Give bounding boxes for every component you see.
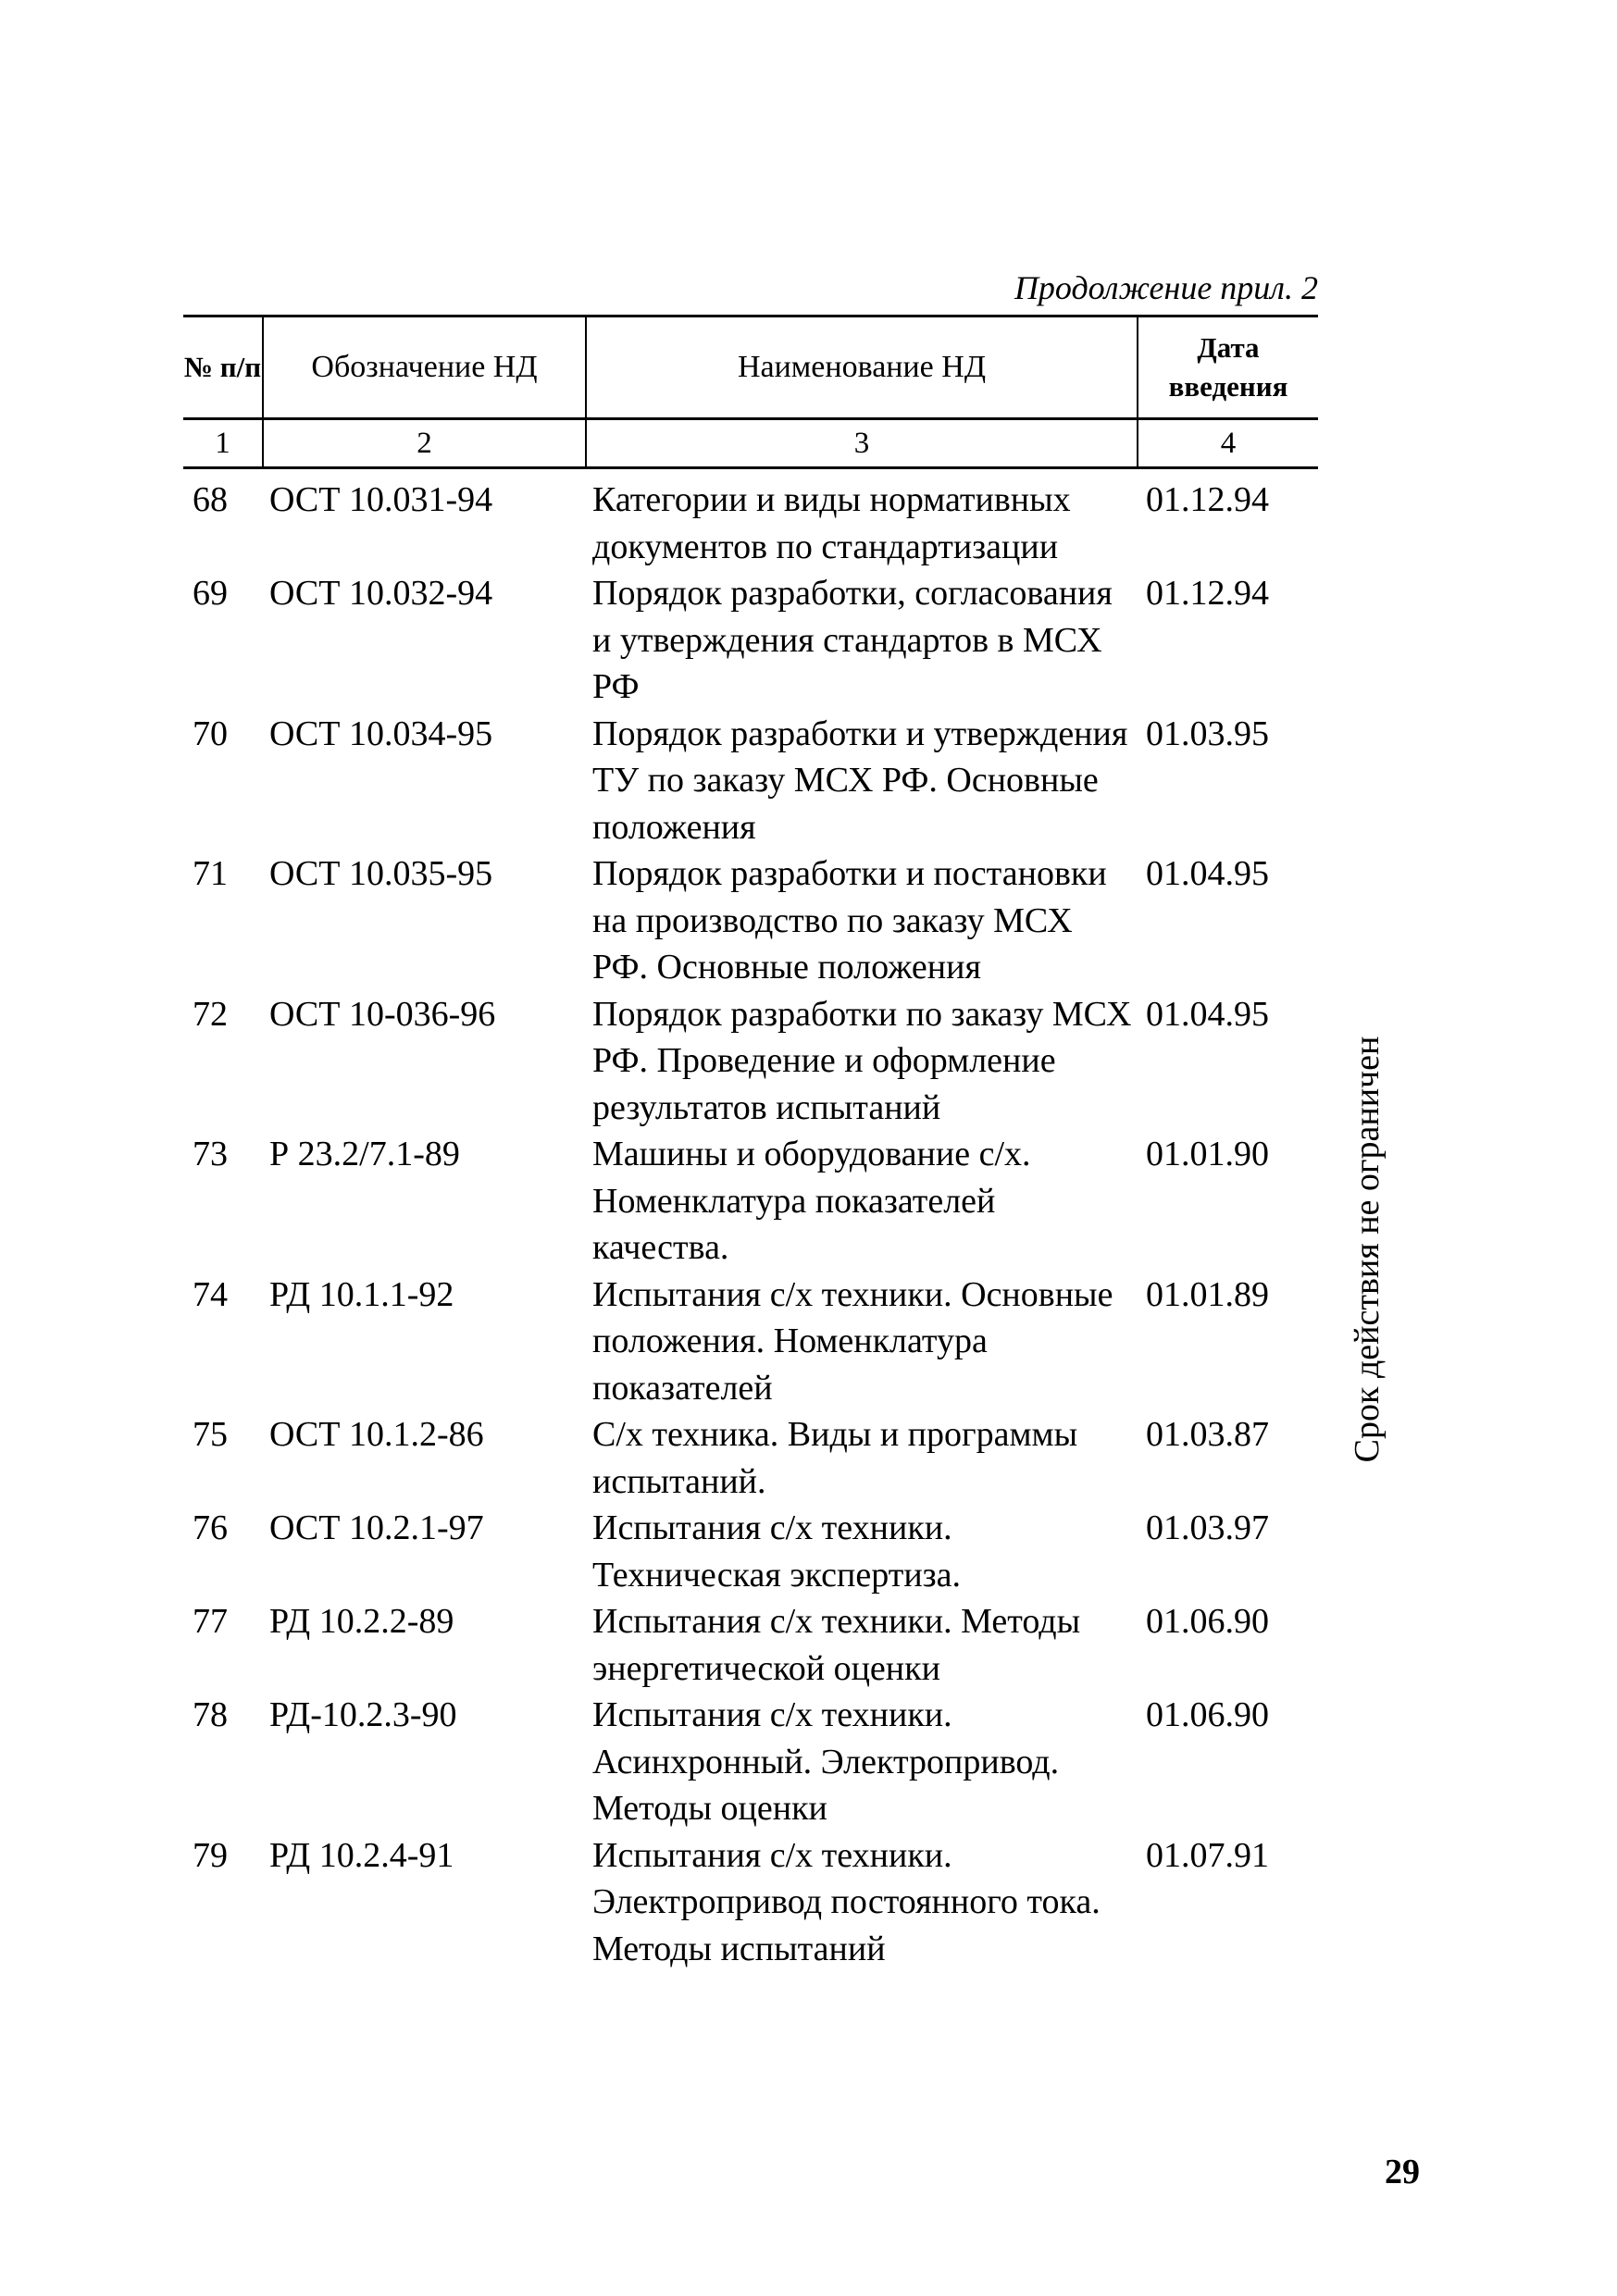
row-number: 75: [193, 1415, 228, 1454]
row-name: Порядок разработки, согласования и утверждения стандартов в МСХ РФ: [592, 574, 1113, 706]
row-name: Порядок разработки и утверждения ТУ по заказу МСХ РФ. Основные положения: [592, 714, 1128, 847]
table-row: [183, 1272, 1318, 1412]
column-number: 3: [585, 420, 1137, 466]
row-number: 72: [193, 994, 228, 1034]
column-numbers: [183, 420, 1318, 469]
header-date: Дата введения: [1137, 317, 1318, 417]
row-number: 68: [193, 480, 228, 519]
table-header: [183, 315, 1318, 420]
row-name: Испытания с/х техники. Методы энергетической оценки: [592, 1602, 1081, 1688]
row-number: 74: [193, 1274, 228, 1314]
row-date: 01.07.91: [1146, 1835, 1269, 1875]
row-designation: РД 10.2.2-89: [269, 1602, 454, 1641]
table-row: [183, 1411, 1318, 1505]
row-date: 01.04.95: [1146, 994, 1269, 1034]
row-date: 01.06.90: [1146, 1602, 1269, 1641]
column-number: 1: [215, 426, 230, 460]
row-date: 01.01.90: [1146, 1135, 1269, 1173]
row-number: 69: [193, 574, 228, 613]
table-row: [183, 1505, 1318, 1598]
row-name: Испытания с/х техники. Асинхронный. Электропривод. Методы оценки: [592, 1695, 1060, 1828]
page-number: 29: [1385, 2153, 1420, 2191]
table-row: [183, 1692, 1318, 1832]
row-designation: ОСТ 10.034-95: [269, 714, 493, 753]
table-row: [183, 991, 1318, 1132]
row-number: 71: [193, 854, 228, 893]
table-row: [183, 711, 1318, 851]
row-designation: РД-10.2.3-90: [269, 1695, 457, 1734]
row-number: 73: [193, 1135, 228, 1173]
side-note: Срок действия не ограничен: [1348, 1036, 1387, 1463]
header-designation: Обозначение НД: [262, 317, 585, 417]
row-designation: ОСТ 10.2.1-97: [269, 1508, 484, 1547]
table-row: [183, 1832, 1318, 1973]
row-designation: РД 10.1.1-92: [269, 1274, 454, 1314]
row-designation: ОСТ 10-036-96: [269, 994, 496, 1034]
row-date: 01.03.87: [1146, 1415, 1269, 1454]
header-num: № п/п: [183, 351, 262, 383]
row-name: Категории и виды нормативных документов по стандартизации: [592, 480, 1071, 566]
row-number: 70: [193, 714, 228, 753]
row-date: 01.03.95: [1146, 714, 1269, 753]
row-designation: ОСТ 10.032-94: [269, 574, 493, 613]
table-row: [183, 477, 1318, 570]
row-designation: Р 23.2/7.1-89: [269, 1135, 460, 1173]
row-number: 78: [193, 1695, 228, 1734]
table-row: [183, 850, 1318, 991]
row-date: 01.04.95: [1146, 854, 1269, 893]
row-date: 01.03.97: [1146, 1508, 1269, 1547]
row-designation: РД 10.2.4-91: [269, 1835, 454, 1875]
table-body: [183, 477, 1318, 1972]
row-date: 01.12.94: [1146, 480, 1269, 519]
row-designation: ОСТ 10.1.2-86: [269, 1415, 484, 1454]
row-designation: ОСТ 10.035-95: [269, 854, 493, 893]
row-date: 01.01.89: [1146, 1274, 1269, 1314]
column-number: 4: [1137, 420, 1318, 466]
continuation-label: Продолжение прил. 2: [1014, 269, 1318, 306]
table-row: [183, 570, 1318, 711]
row-name: Испытания с/х техники. Техническая экспертиза.: [592, 1508, 962, 1595]
row-date: 01.06.90: [1146, 1695, 1269, 1734]
row-name: С/х техника. Виды и программы испытаний.: [592, 1415, 1078, 1501]
row-name: Машины и оборудование с/х. Номенклатура показателей качества.: [592, 1135, 1031, 1267]
row-number: 76: [193, 1508, 228, 1547]
row-name: Испытания с/х техники. Электропривод постоянного тока. Методы испытаний: [592, 1835, 1101, 1968]
column-number: 2: [262, 420, 585, 466]
row-number: 77: [193, 1602, 228, 1641]
table-row: [183, 1598, 1318, 1692]
table-row: [183, 1131, 1318, 1272]
row-number: 79: [193, 1835, 228, 1875]
row-designation: ОСТ 10.031-94: [269, 480, 493, 519]
row-name: Испытания с/х техники. Основные положения. Номенклатура показателей: [592, 1274, 1113, 1408]
header-name: Наименование НД: [585, 317, 1137, 417]
row-name: Порядок разработки и постановки на производство по заказу МСХ РФ. Основные положения: [592, 854, 1107, 987]
row-date: 01.12.94: [1146, 574, 1269, 613]
row-name: Порядок разработки по заказу МСХ РФ. Проведение и оформление результатов испытаний: [592, 994, 1132, 1127]
standards-table: [183, 315, 1318, 1972]
